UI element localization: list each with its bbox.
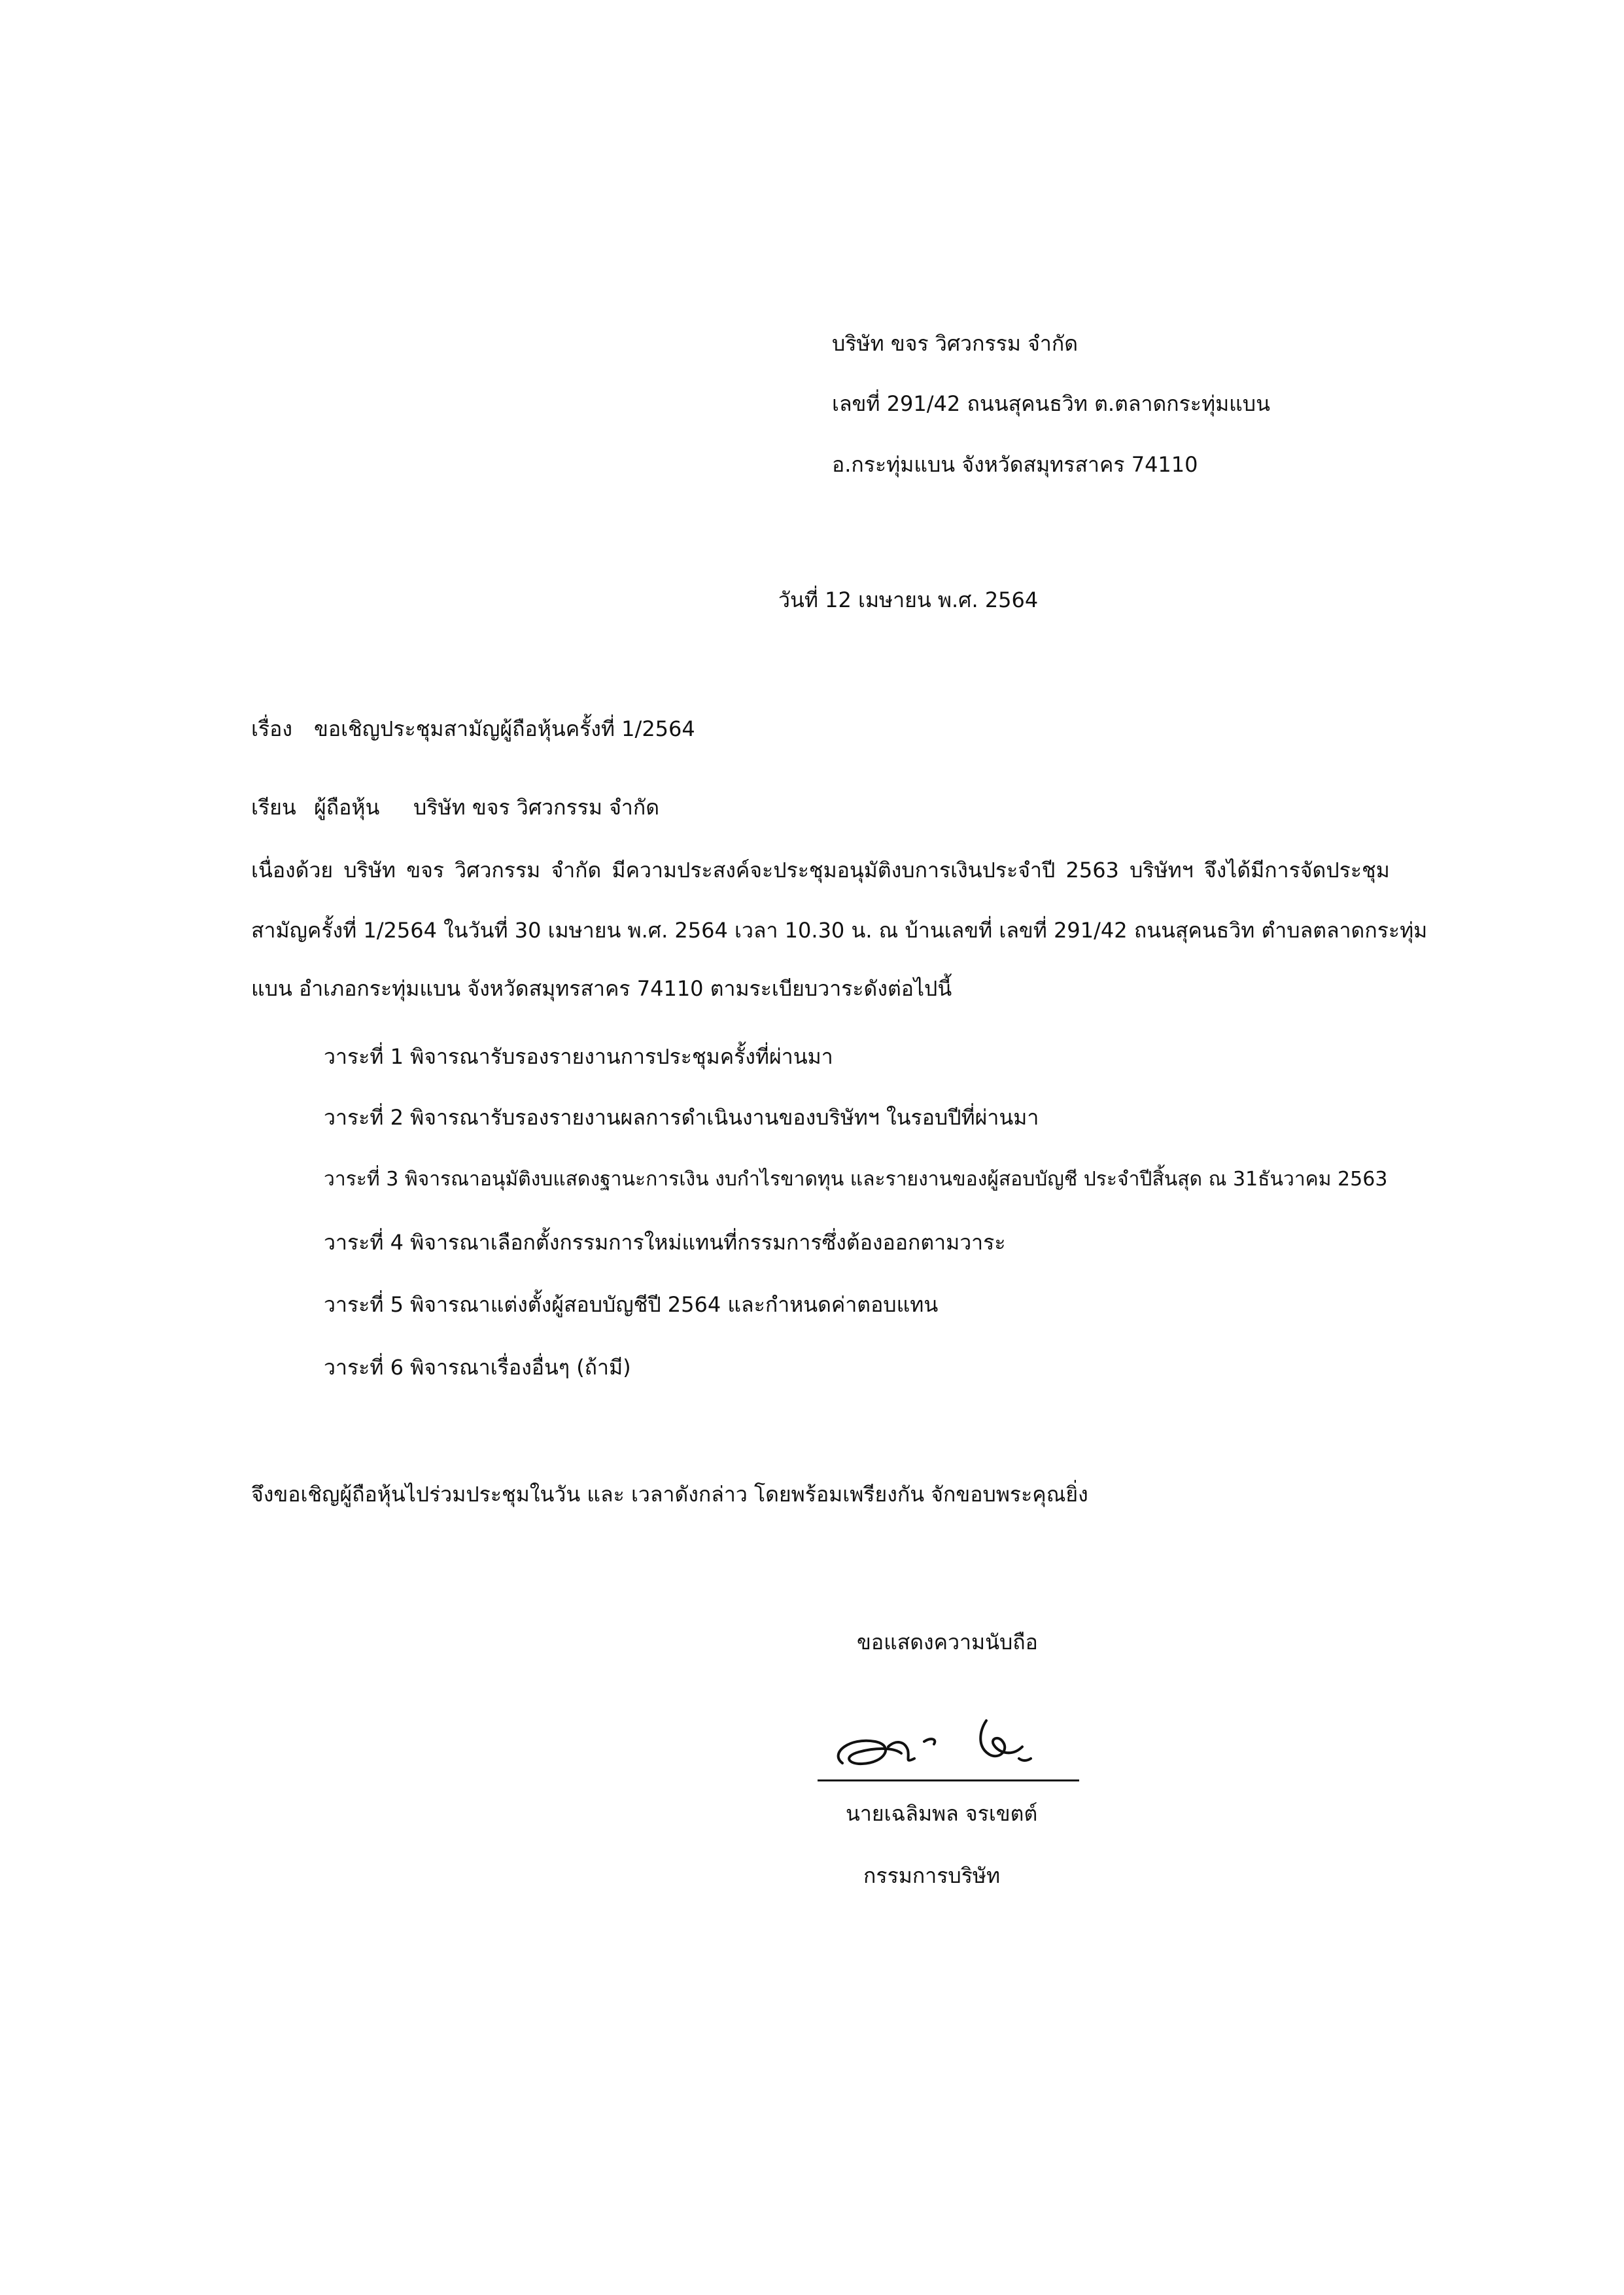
agenda-item-6: วาระที่ 6 พิจารณาเรื่องอื่นๆ (ถ้ามี) (324, 1355, 631, 1380)
recipient-row (251, 793, 659, 822)
body-line-1: เนื่องด้วย บริษัท ขจร วิศวกรรม จำกัด มีความประสงค์จะประชุมอนุมัติงบการเงินประจำปี 2563 บริษัทฯ จึงได้มีการจัดประชุม (251, 858, 1390, 883)
agenda-item-2: วาระที่ 2 พิจารณารับรองรายงานผลการดำเนินงานของบริษัทฯ ในรอบปีที่ผ่านมา (324, 1105, 1039, 1130)
subject-text: ขอเชิญประชุมสามัญผู้ถือหุ้นครั้งที่ 1/2564 (314, 716, 695, 741)
agenda-item-3: วาระที่ 3 พิจารณาอนุมัติงบแสดงฐานะการเงิน งบกำไรขาดทุน และรายงานของผู้สอบบัญชี ประจำปีสิ้นสุด ณ 31ธันวาคม 2563 (324, 1168, 1388, 1191)
sender-address-line-2: อ.กระทุ่มแบน จังหวัดสมุทรสาคร 74110 (832, 452, 1198, 477)
signer-position: กรรมการบริษัท (863, 1863, 1001, 1888)
letter-date: วันที่ 12 เมษายน พ.ศ. 2564 (778, 587, 1039, 612)
signature-line (818, 1779, 1079, 1781)
agenda-item-1: วาระที่ 1 พิจารณารับรองรายงานการประชุมครั้งที่ผ่านมา (324, 1044, 833, 1069)
sender-address-line-1: เลขที่ 291/42 ถนนสุคนธวิท ต.ตลาดกระทุ่มแบน (832, 391, 1270, 416)
sender-company: บริษัท ขจร วิศวกรรม จำกัด (832, 331, 1078, 356)
subject-row (251, 714, 695, 743)
handwritten-signature (823, 1701, 1078, 1779)
recipient-holder: ผู้ถือหุ้น (314, 795, 380, 820)
body-line-3: แบน อำเภอกระทุ่มแบน จังหวัดสมุทรสาคร 74110 ตามระเบียบวาระดังต่อไปนี้ (251, 976, 952, 1001)
regards-text: ขอแสดงความนับถือ (857, 1630, 1038, 1655)
subject-label: เรื่อง (251, 716, 292, 741)
closing-sentence: จึงขอเชิญผู้ถือหุ้นไปร่วมประชุมในวัน และ เวลาดังกล่าว โดยพร้อมเพรียงกัน จักขอบพระคุณยิ่ง (251, 1482, 1088, 1507)
signer-name: นายเฉลิมพล จรเขตต์ (846, 1801, 1038, 1826)
recipient-label: เรียน (251, 795, 296, 820)
agenda-item-5: วาระที่ 5 พิจารณาแต่งตั้งผู้สอบบัญชีปี 2564 และกำหนดค่าตอบแทน (324, 1292, 939, 1317)
recipient-company: บริษัท ขจร วิศวกรรม จำกัด (413, 795, 659, 820)
body-line-2: สามัญครั้งที่ 1/2564 ในวันที่ 30 เมษายน พ.ศ. 2564 เวลา 10.30 น. ณ บ้านเลขที่ เลขที่ 291/42 ถนนสุคนธวิท ตำบลตลาดกระทุ่ม (251, 918, 1428, 943)
agenda-item-4: วาระที่ 4 พิจารณาเลือกตั้งกรรมการใหม่แทนที่กรรมการซึ่งต้องออกตามวาระ (324, 1230, 1006, 1255)
